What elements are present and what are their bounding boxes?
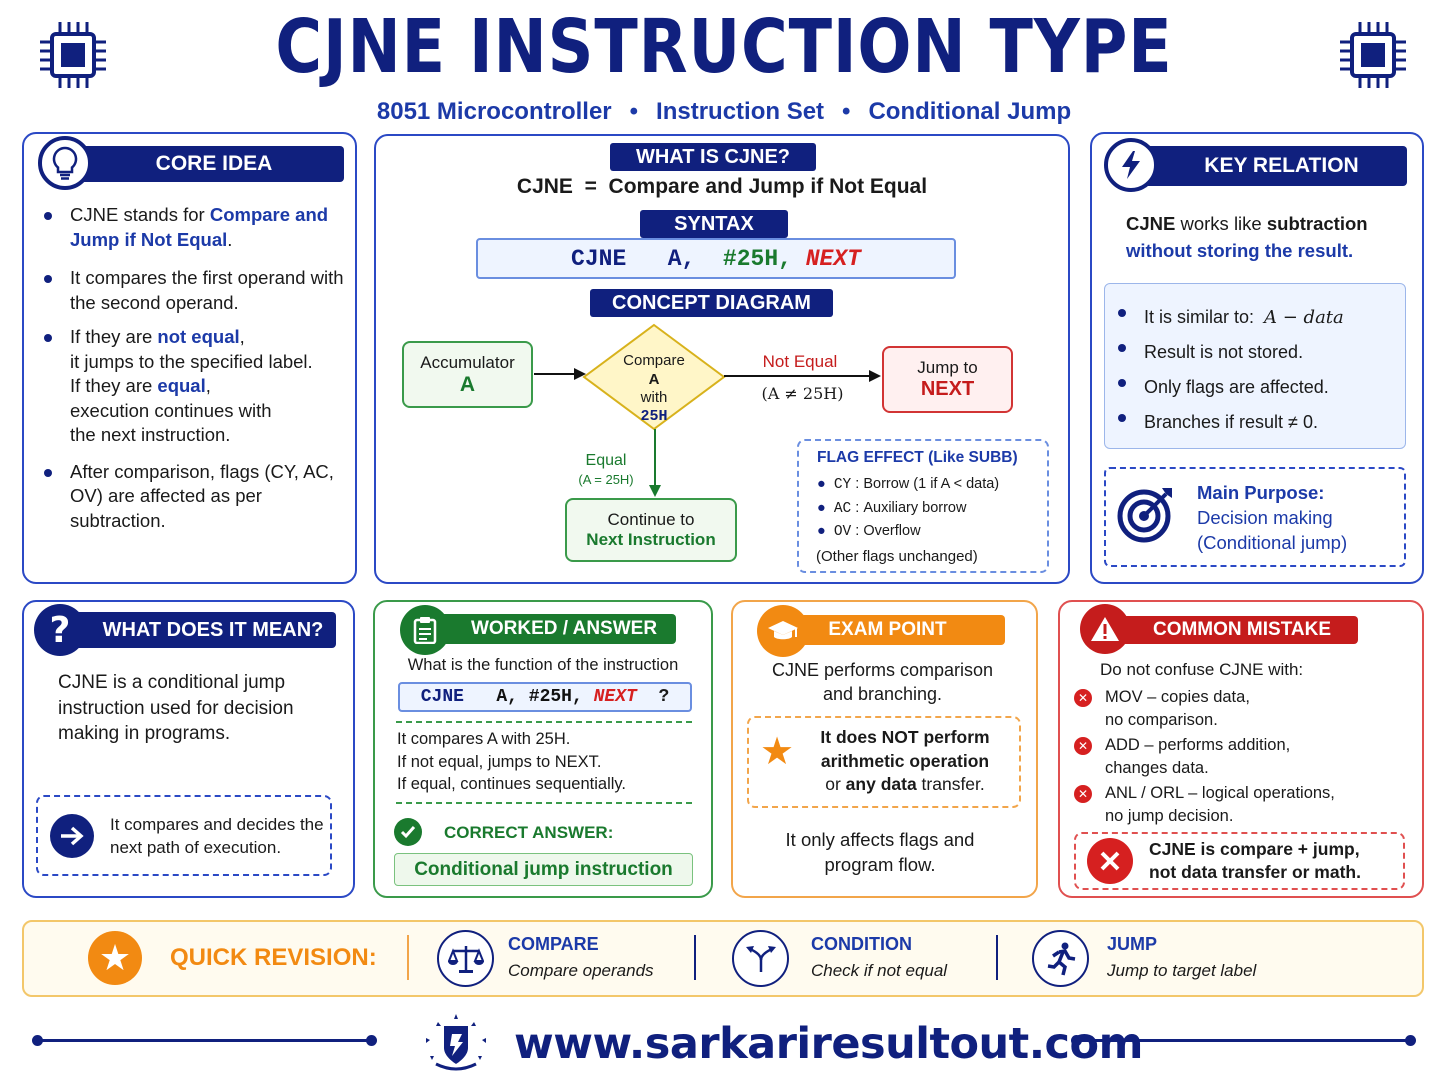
accumulator-value: A — [459, 372, 476, 396]
list-item: After comparison, flags (CY, AC, OV) are affected as per subtraction. — [40, 460, 345, 534]
core-idea-heading: CORE IDEA — [155, 152, 273, 175]
key-relation-intro: CJNE works like subtraction without storing the result. — [1126, 213, 1368, 261]
footer-website[interactable]: www.sarkariresultout.com — [514, 1019, 1143, 1069]
key-relation-list — [1114, 300, 1404, 440]
flag-effect-box — [797, 439, 1049, 573]
compare-diamond-text: Compare A with 25H — [623, 352, 685, 425]
key-relation-heading: KEY RELATION — [1204, 154, 1359, 177]
exam-note: It does NOT perform arithmetic operation or any data transfer. — [820, 727, 990, 794]
mistake-intro: Do not confuse CJNE with: — [1100, 660, 1304, 679]
footer-dot — [366, 1035, 377, 1046]
list-item: It is similar to: A − data — [1114, 300, 1404, 335]
flag-item: ● AC : Auxiliary borrow — [817, 499, 967, 517]
what-is-tag: WHAT IS CJNE? — [610, 143, 816, 171]
x-icon: ✕ — [1074, 785, 1092, 803]
list-item: ✕ ANL / ORL – logical operations, no jump decision. — [1074, 782, 1404, 827]
revision-label: QUICK REVISION: — [170, 944, 377, 971]
star-icon: ★ — [760, 731, 795, 773]
x-icon: ✕ — [1074, 737, 1092, 755]
worked-explanation: It compares A with 25H. If not equal, jumps to NEXT. If equal, continues sequentially. — [397, 730, 627, 793]
lightning-icon — [1104, 138, 1158, 192]
revision-item-condition: CONDITION Check if not equal — [811, 934, 948, 980]
correct-answer: Conditional jump instruction — [414, 858, 673, 880]
revision-item-jump: JUMP Jump to target label — [1107, 934, 1257, 980]
mistake-list — [1074, 686, 1404, 827]
chip-icon-right — [1338, 20, 1408, 95]
worked-header — [438, 614, 676, 644]
footer-dot — [1405, 1035, 1416, 1046]
worked-divider-top — [396, 721, 692, 723]
list-item: ✕ MOV – copies data, no comparison. — [1074, 686, 1404, 731]
diagram-tag: CONCEPT DIAGRAM — [590, 289, 833, 317]
revision-divider — [694, 935, 696, 980]
not-equal-condition: (A ≠ 25H) — [761, 384, 844, 403]
exam-header — [800, 615, 1005, 645]
branch-icon — [732, 930, 789, 987]
jump-target: NEXT — [920, 378, 975, 400]
correct-answer-label: CORRECT ANSWER: — [444, 823, 614, 842]
definition: CJNE = Compare and Jump if Not Equal — [516, 175, 928, 198]
question-icon: ? — [34, 604, 86, 656]
subtitle-part: Conditional Jump — [868, 98, 1072, 125]
flag-item: ● OV : Overflow — [817, 523, 921, 540]
list-item: Branches if result ≠ 0. — [1114, 405, 1404, 440]
footer-dot — [32, 1035, 43, 1046]
list-item: ✕ ADD – performs addition, changes data. — [1074, 734, 1404, 779]
syntax-box: CJNE A, #25H, NEXT — [476, 238, 956, 279]
footer-line-left — [36, 1039, 374, 1042]
flag-effect-title: FLAG EFFECT (Like SUBB) — [817, 449, 1018, 466]
subtitle-part: Instruction Set — [656, 98, 825, 125]
mistake-heading: COMMON MISTAKE — [1152, 619, 1332, 640]
subtitle-separator: • — [842, 98, 851, 125]
page-subtitle — [0, 98, 1448, 126]
meaning-note: It compares and decides the next path of execution. — [110, 815, 324, 857]
correct-answer-box — [394, 853, 693, 886]
worked-divider-bottom — [396, 802, 692, 804]
list-item: CJNE stands for Compare and Jump if Not Equal. — [40, 203, 345, 252]
continue-label: Continue to — [607, 510, 695, 529]
core-idea-header — [64, 146, 344, 182]
list-item: If they are not equal, it jumps to the specified label. If they are equal, execution continues with the next instruction. — [40, 325, 345, 448]
worked-heading: WORKED / ANSWER — [470, 618, 658, 639]
arrow-right-icon — [50, 814, 94, 858]
x-icon: ✕ — [1074, 689, 1092, 707]
target-icon — [1116, 484, 1176, 549]
mistake-note: CJNE is compare + jump, not data transfer or math. — [1149, 839, 1361, 882]
not-equal-label: Not Equal — [762, 352, 838, 371]
revision-divider — [407, 935, 409, 980]
scales-icon — [437, 930, 494, 987]
equal-label: Equal — [585, 452, 627, 469]
main-purpose-text: Main Purpose: Decision making (Conditional jump) — [1197, 482, 1348, 553]
graduation-cap-icon — [757, 605, 809, 657]
accumulator-label: Accumulator — [420, 352, 515, 372]
page-title: CJNE INSTRUCTION TYPE — [275, 4, 1173, 90]
checkmark-icon — [394, 818, 422, 846]
x-circle-icon — [1087, 838, 1133, 884]
revision-divider — [996, 935, 998, 980]
continue-target: Next Instruction — [586, 530, 716, 549]
chip-icon-left — [38, 20, 108, 95]
list-item: Only flags are affected. — [1114, 370, 1404, 405]
flag-note: (Other flags unchanged) — [816, 547, 978, 565]
jump-box — [882, 346, 1013, 413]
warning-icon — [1080, 604, 1130, 654]
core-idea-list — [40, 203, 345, 533]
list-item: Result is not stored. — [1114, 335, 1404, 370]
list-item: It compares the first operand with the second operand. — [40, 266, 345, 315]
jump-label: Jump to — [917, 358, 978, 377]
worked-question: What is the function of the instruction — [407, 656, 679, 674]
exam-heading: EXAM POINT — [828, 619, 947, 640]
equal-condition: (A = 25H) — [578, 472, 634, 487]
flag-item: ● CY : Borrow (1 if A < data) — [817, 476, 1000, 493]
continue-box — [565, 498, 737, 562]
revision-item-compare: COMPARE Compare operands — [508, 934, 654, 980]
meaning-heading: WHAT DOES IT MEAN? — [102, 618, 324, 641]
subtitle-part: 8051 Microcontroller — [376, 98, 612, 125]
flag-list — [817, 473, 1047, 544]
key-relation-header — [1132, 146, 1407, 186]
exam-footer: It only affects flags and program flow. — [785, 829, 975, 875]
exam-text: CJNE performs comparison and branching. — [771, 660, 994, 704]
mistake-header — [1118, 616, 1358, 644]
lightbulb-icon — [38, 136, 92, 190]
star-badge-icon: ★ — [88, 931, 142, 985]
emblem-icon — [416, 1010, 496, 1079]
subtitle-separator: • — [629, 98, 639, 125]
runner-icon — [1032, 930, 1089, 987]
meaning-header — [62, 612, 336, 648]
clipboard-icon — [400, 605, 450, 655]
meaning-text: CJNE is a conditional jump instruction used for decision making in programs. — [58, 672, 294, 744]
worked-code: CJNE A, #25H, NEXT ? — [398, 682, 692, 712]
accumulator-box — [402, 341, 533, 408]
syntax-tag: SYNTAX — [640, 210, 788, 238]
